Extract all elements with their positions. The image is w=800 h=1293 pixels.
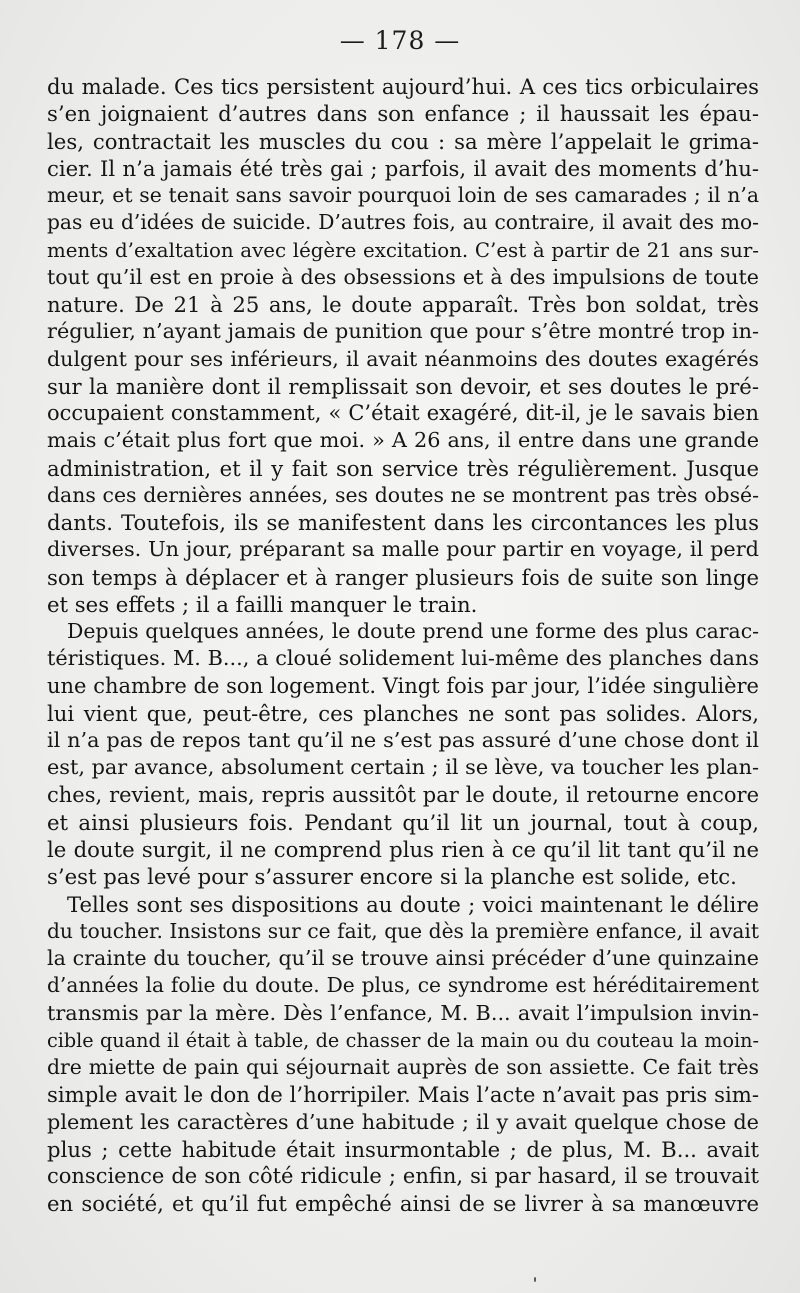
text-line: cible quand il était à table, de chasser de la main ou du couteau la moin-: [47, 1028, 759, 1052]
text-line: sur la manière dont il remplissait son devoir, et ses doutes le pré-: [47, 373, 759, 399]
text-line: plement les caractères d’une habitude ; il y avait quelque chose de: [47, 1109, 759, 1134]
text-line: ches, revient, mais, repris aussitôt par le doute, il retourne encore: [47, 782, 759, 807]
text-line: régulier, n’ayant jamais de punition que pour s’être montré trop in-: [47, 319, 759, 344]
text-line: ments d’exaltation avec légère excitation. C’est à partir de 21 ans sur-: [47, 238, 759, 262]
text-line: et ainsi plusieurs fois. Pendant qu’il lit un journal, tout à coup,: [47, 809, 759, 835]
text-line: et ses effets ; il a failli manquer le train.: [47, 591, 478, 617]
text-line: d’années la folie du doute. De plus, ce syndrome est héréditairement: [47, 973, 759, 998]
text-line: tout qu’il est en proie à des obsessions et à des impulsions de toute: [47, 264, 759, 289]
text-line: téristiques. M. B..., a cloué solidement lui-même des planches dans: [47, 646, 759, 671]
text-line: les, contractait les muscles du cou : sa mère l’appelait le grima-: [47, 128, 759, 154]
text-line: meur, et se tenait sans savoir pourquoi loin de ses camarades ; il n’a: [47, 183, 759, 207]
text-line: le doute surgit, il ne comprend plus rien à ce qu’il lit tant qu’il ne: [47, 837, 759, 862]
text-line: dants. Toutefois, ils se manifestent dans les circontances les plus: [47, 510, 759, 535]
text-line: une chambre de son logement. Vingt fois par jour, l’idée singulière: [47, 673, 759, 698]
scan-speck: [534, 1277, 536, 1282]
text-line: cier. Il n’a jamais été très gai ; parfois, il avait des moments d’hu-: [47, 155, 759, 181]
text-line: en société, et qu’il fut empêché ainsi de se livrer à sa manœuvre: [47, 1191, 759, 1217]
text-line: transmis par la mère. Dès l’enfance, M. B... avait l’impulsion invin-: [47, 1000, 759, 1025]
paragraph-3: [47, 891, 759, 1218]
text-line: la crainte du toucher, qu’il se trouve ainsi précéder d’une quinzaine: [47, 946, 759, 970]
text-line: du malade. Ces tics persistent aujourd’hui. A ces tics orbiculaires: [47, 74, 759, 99]
paragraph-2: [47, 618, 759, 891]
text-line: dulgent pour ses inférieurs, il avait néanmoins des doutes exagérés: [47, 346, 759, 371]
text-line: du toucher. Insistons sur ce fait, que dès la première enfance, il avait: [47, 918, 759, 943]
text-line: son temps à déplacer et à ranger plusieurs fois de suite son linge: [47, 564, 759, 590]
text-line: diverses. Un jour, préparant sa malle pour partir en voyage, il perd: [47, 537, 759, 562]
text-line: s’en joignaient d’autres dans son enfance ; il haussait les épau-: [47, 101, 759, 127]
body-text: [47, 73, 759, 1218]
text-line: dre miette de pain qui séjournait auprès de son assiette. Ce fait très: [47, 1055, 759, 1079]
text-line: Depuis quelques années, le doute prend une forme des plus carac-: [67, 619, 759, 643]
text-line: il n’a pas de repos tant qu’il ne s’est pas assuré d’une chose dont il: [47, 728, 759, 752]
text-line: nature. De 21 à 25 ans, le doute apparaît. Très bon soldat, très: [47, 292, 759, 317]
text-line: simple avait le don de l’horripiler. Mais l’acte n’avait pas pris sim-: [47, 1082, 759, 1108]
text-line: administration, et il y fait son service très régulièrement. Jusque: [47, 455, 759, 481]
text-line: Telles sont ses dispositions au doute ; voici maintenant le délire: [67, 891, 759, 917]
paragraph-1: [47, 73, 759, 618]
text-line: pas eu d’idées de suicide. D’autres fois, au contraire, il avait des mo-: [47, 210, 759, 235]
text-line: conscience de son côté ridicule ; enfin, si par hasard, il se trouvait: [47, 1164, 759, 1188]
text-line: mais c’était plus fort que moi. » A 26 ans, il entre dans une grande: [47, 428, 759, 453]
text-line: occupaient constamment, « C’était exagéré, dit-il, je le savais bien: [47, 401, 759, 425]
text-line: lui vient que, peut-être, ces planches ne sont pas solides. Alors,: [47, 700, 759, 726]
text-line: plus ; cette habitude était insurmontable ; de plus, M. B... avait: [47, 1136, 759, 1162]
text-line: dans ces dernières années, ses doutes ne se montrent pas très obsé-: [47, 482, 759, 507]
page-number: — 178 —: [339, 26, 461, 55]
text-line: est, par avance, absolument certain ; il se lève, va toucher les plan-: [47, 755, 759, 780]
text-line: s’est pas levé pour s’assurer encore si la planche est solide, etc.: [47, 864, 737, 890]
